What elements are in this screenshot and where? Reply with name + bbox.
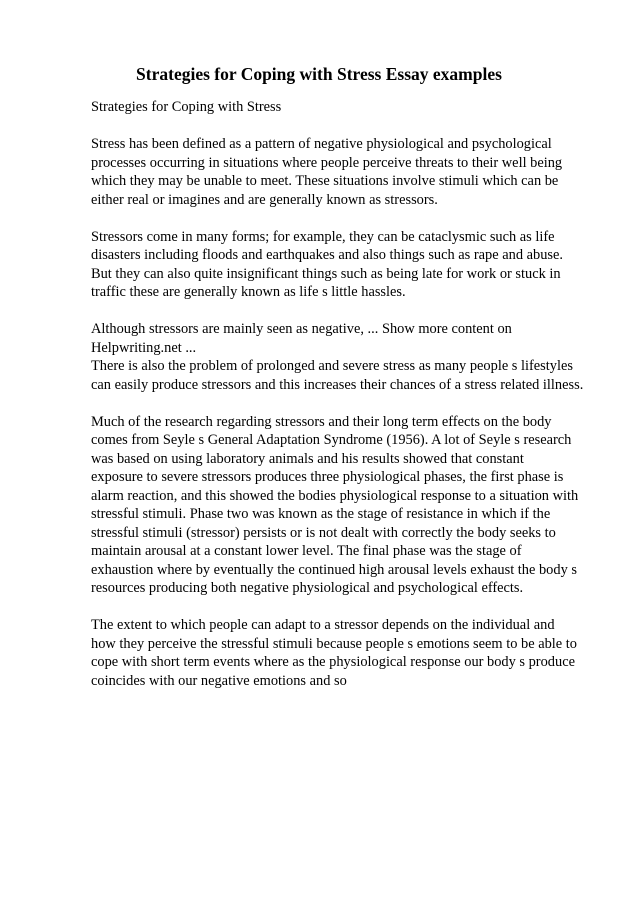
text-line: stressful stimuli. Phase two was known as the stage of resistance in which if the <box>91 506 551 522</box>
text-line: Stressors come in many forms; for example, they can be cataclysmic such as life <box>91 228 555 245</box>
text-line: Stress has been defined as a pattern of negative physiological and psychological <box>91 136 552 152</box>
text-line: alarm reaction, and this showed the bodies physiological response to a situation with <box>91 487 579 504</box>
text-line: maintain arousal at a constant lower level. The final phase was the stage of <box>91 543 522 559</box>
paragraph-stress-definition <box>91 135 601 209</box>
text-line: There is also the problem of prolonged and severe stress as many people s lifestyles <box>91 358 573 374</box>
text-line: But they can also quite insignificant things such as being late for work or stuck in <box>91 265 561 282</box>
text-line: disasters including floods and earthquakes and also things such as rape and abuse. <box>91 247 563 263</box>
text-line: exposure to severe stressors produces three physiological phases, the first phase is <box>91 469 564 485</box>
text-line: processes occurring in situations where people perceive threats to their well being <box>91 154 563 171</box>
show-more-link[interactable]: Although stressors are mainly seen as negative, ... Show more content on <box>91 321 512 337</box>
paragraph-stressor-forms <box>91 228 601 302</box>
text-line: cope with short term events where as the physiological response our body s produce <box>91 654 575 670</box>
document-body <box>91 98 601 709</box>
text-line: either real or imagines and are generally known as stressors. <box>91 191 438 208</box>
text-line: Much of the research regarding stressors and their long term effects on the body <box>91 413 552 430</box>
paragraph-gas-research <box>91 413 601 598</box>
text-line: Helpwriting.net ... <box>91 339 197 356</box>
text-line: was based on using laboratory animals and his results showed that constant <box>91 450 524 467</box>
text-line: resources producing both negative physiological and psychological effects. <box>91 580 524 596</box>
text-line: The extent to which people can adapt to a stressor depends on the individual and <box>91 617 555 633</box>
document-title: Strategies for Coping with Stress Essay examples <box>136 64 502 84</box>
text-line: stressful stimuli (stressor) persists or is not dealt with correctly the body seeks to <box>91 524 556 541</box>
text-line: can easily produce stressors and this increases their chances of a stress related illness. <box>91 376 584 393</box>
paragraph-prolonged-stress <box>91 357 601 394</box>
text-line: which they may be unable to meet. These situations involve stimuli which can be <box>91 173 559 189</box>
text-line: coincides with our negative emotions and so <box>91 672 347 689</box>
text-line: traffic these are generally known as life s little hassles. <box>91 284 406 300</box>
text-line: comes from Seyle s General Adaptation Syndrome (1956). A lot of Seyle s research <box>91 432 572 448</box>
text-line: exhaustion where by eventually the continued high arousal levels exhaust the body s <box>91 561 577 578</box>
paragraph-adaptation <box>91 616 601 690</box>
document-subtitle: Strategies for Coping with Stress <box>91 99 282 115</box>
paragraph-show-more <box>91 320 601 357</box>
text-line: how they perceive the stressful stimuli because people s emotions seem to be able to <box>91 635 577 652</box>
